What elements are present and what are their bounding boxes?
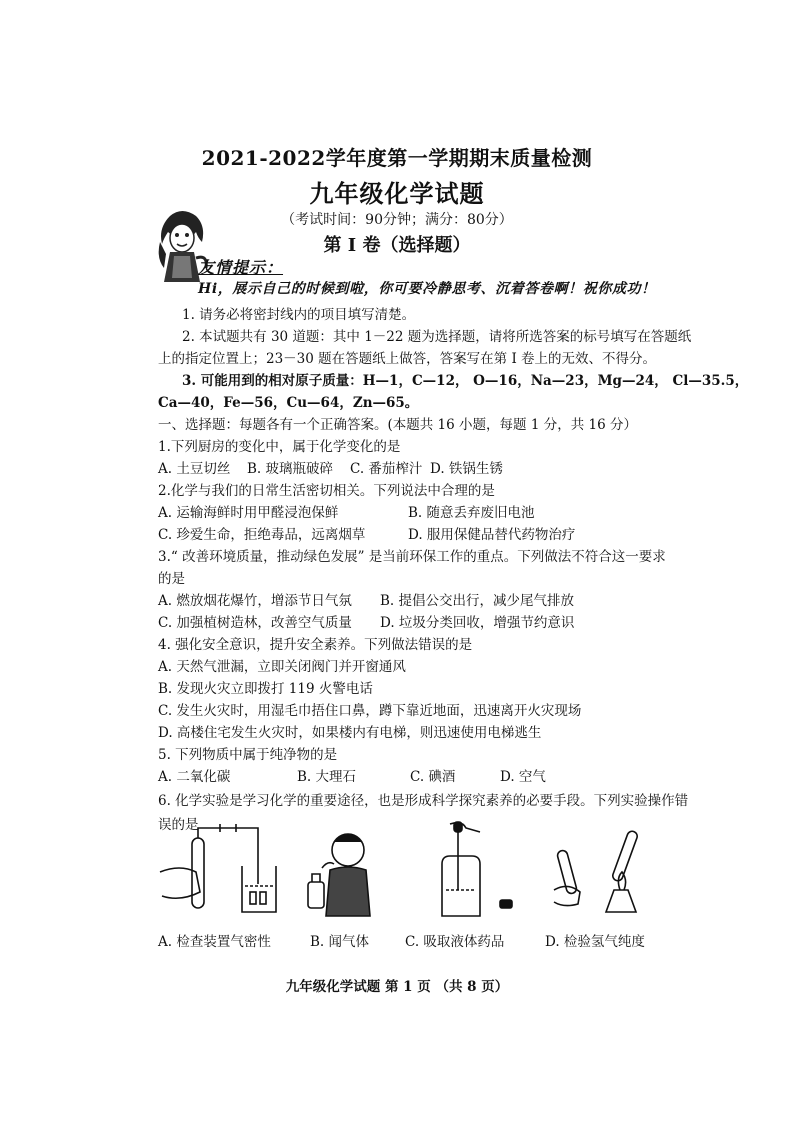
question-stem: 3.“ 改善环境质量，推动绿色发展” 是当前环保工作的重点。下列做法不符合这一要求 bbox=[158, 549, 666, 565]
option: C. 珍爱生命，拒绝毒品，远离烟草 bbox=[158, 527, 366, 543]
option: C. 吸取液体药品 bbox=[405, 934, 505, 950]
question-stem: 5. 下列物质中属于纯净物的是 bbox=[158, 747, 338, 763]
option: A. 土豆切丝 bbox=[158, 461, 231, 477]
draw-liquid-figure bbox=[442, 822, 512, 916]
experiment-figures bbox=[150, 820, 690, 920]
exam-year-line: 2021-2022学年度第一学期期末质量检测 bbox=[201, 146, 593, 170]
tips-heading: 友情提示： bbox=[198, 258, 284, 277]
page-footer: 九年级化学试题 第 1 页 （共 8 页） bbox=[285, 979, 509, 995]
option: B. 随意丢弃废旧电池 bbox=[408, 505, 535, 521]
option: D. 空气 bbox=[500, 769, 546, 785]
option: A. 检查装置气密性 bbox=[158, 934, 271, 950]
option: C. 碘酒 bbox=[410, 769, 456, 785]
option: D. 垃圾分类回收，增强节约意识 bbox=[380, 615, 575, 631]
tip-item: 2. 本试题共有 30 道题：其中 1－22 题为选择题，请将所选答案的标号填写在答题纸 bbox=[182, 329, 692, 345]
option: C. 加强植树造林，改善空气质量 bbox=[158, 615, 352, 631]
section-heading: 一、选择题：每题各有一个正确答案。(本题共 16 小题，每题 1 分，共 16 分） bbox=[158, 417, 637, 433]
question-stem: 6. 化学实验是学习化学的重要途径，也是形成科学探究素养的必要手段。下列实验操作错 bbox=[158, 793, 689, 809]
option: D. 检验氢气纯度 bbox=[545, 934, 645, 950]
option: A. 燃放烟花爆竹，增添节日气氛 bbox=[158, 593, 352, 609]
tip-item: 上的指定位置上；23－30 题在答题纸上做答，答案写在第 I 卷上的无效、不得分。 bbox=[158, 351, 657, 367]
tip-item: Ca—40，Fe—56，Cu—64，Zn—65。 bbox=[158, 395, 419, 411]
option: A. 运输海鲜时用甲醛浸泡保鲜 bbox=[158, 505, 339, 521]
tip-item: 1. 请务必将密封线内的项目填写清楚。 bbox=[182, 307, 416, 323]
question-stem-cont: 误的是 bbox=[158, 817, 199, 833]
tip-item: 3. 可能用到的相对原子质量：H—1，C—12， O—16，Na—23，Mg—24， Cl—35.5， bbox=[182, 373, 749, 389]
option: B. 提倡公交出行，减少尾气排放 bbox=[380, 593, 575, 609]
option: A. 二氧化碳 bbox=[158, 769, 231, 785]
option: D. 服用保健品替代药物治疗 bbox=[408, 527, 576, 543]
option: C. 番茄榨汁 bbox=[350, 461, 423, 477]
option: B. 闻气体 bbox=[310, 934, 370, 950]
option: B. 大理石 bbox=[297, 769, 357, 785]
option: C. 发生火灾时，用湿毛巾捂住口鼻，蹲下靠近地面，迅速离开火灾现场 bbox=[158, 703, 582, 719]
option: A. 天然气泄漏，立即关闭阀门并开窗通风 bbox=[158, 659, 406, 675]
question-stem-cont: 的是 bbox=[158, 571, 185, 587]
question-stem: 2.化学与我们的日常生活密切相关。下列说法中合理的是 bbox=[158, 483, 495, 499]
option: D. 铁锅生锈 bbox=[430, 461, 503, 477]
airtightness-apparatus-figure bbox=[160, 824, 276, 912]
question-stem: 1.下列厨房的变化中，属于化学变化的是 bbox=[158, 439, 401, 455]
tips-greeting: Hi，展示自己的时候到啦，你可要冷静思考、沉着答卷啊！祝你成功！ bbox=[198, 281, 656, 297]
smell-gas-figure bbox=[308, 834, 370, 916]
part-title: 第 Ⅰ 卷（选择题） bbox=[323, 235, 471, 256]
option: B. 玻璃瓶破碎 bbox=[247, 461, 334, 477]
option: B. 发现火灾立即拨打 119 火警电话 bbox=[158, 681, 373, 697]
exam-title: 九年级化学试题 bbox=[309, 179, 485, 208]
option: D. 高楼住宅发生火灾时，如果楼内有电梯，则迅速使用电梯逃生 bbox=[158, 725, 542, 741]
question-stem: 4. 强化安全意识，提升安全素养。下列做法错误的是 bbox=[158, 637, 473, 653]
hydrogen-purity-test-figure bbox=[554, 830, 639, 912]
exam-info: （考试时间：90分钟；满分：80分） bbox=[281, 212, 513, 228]
